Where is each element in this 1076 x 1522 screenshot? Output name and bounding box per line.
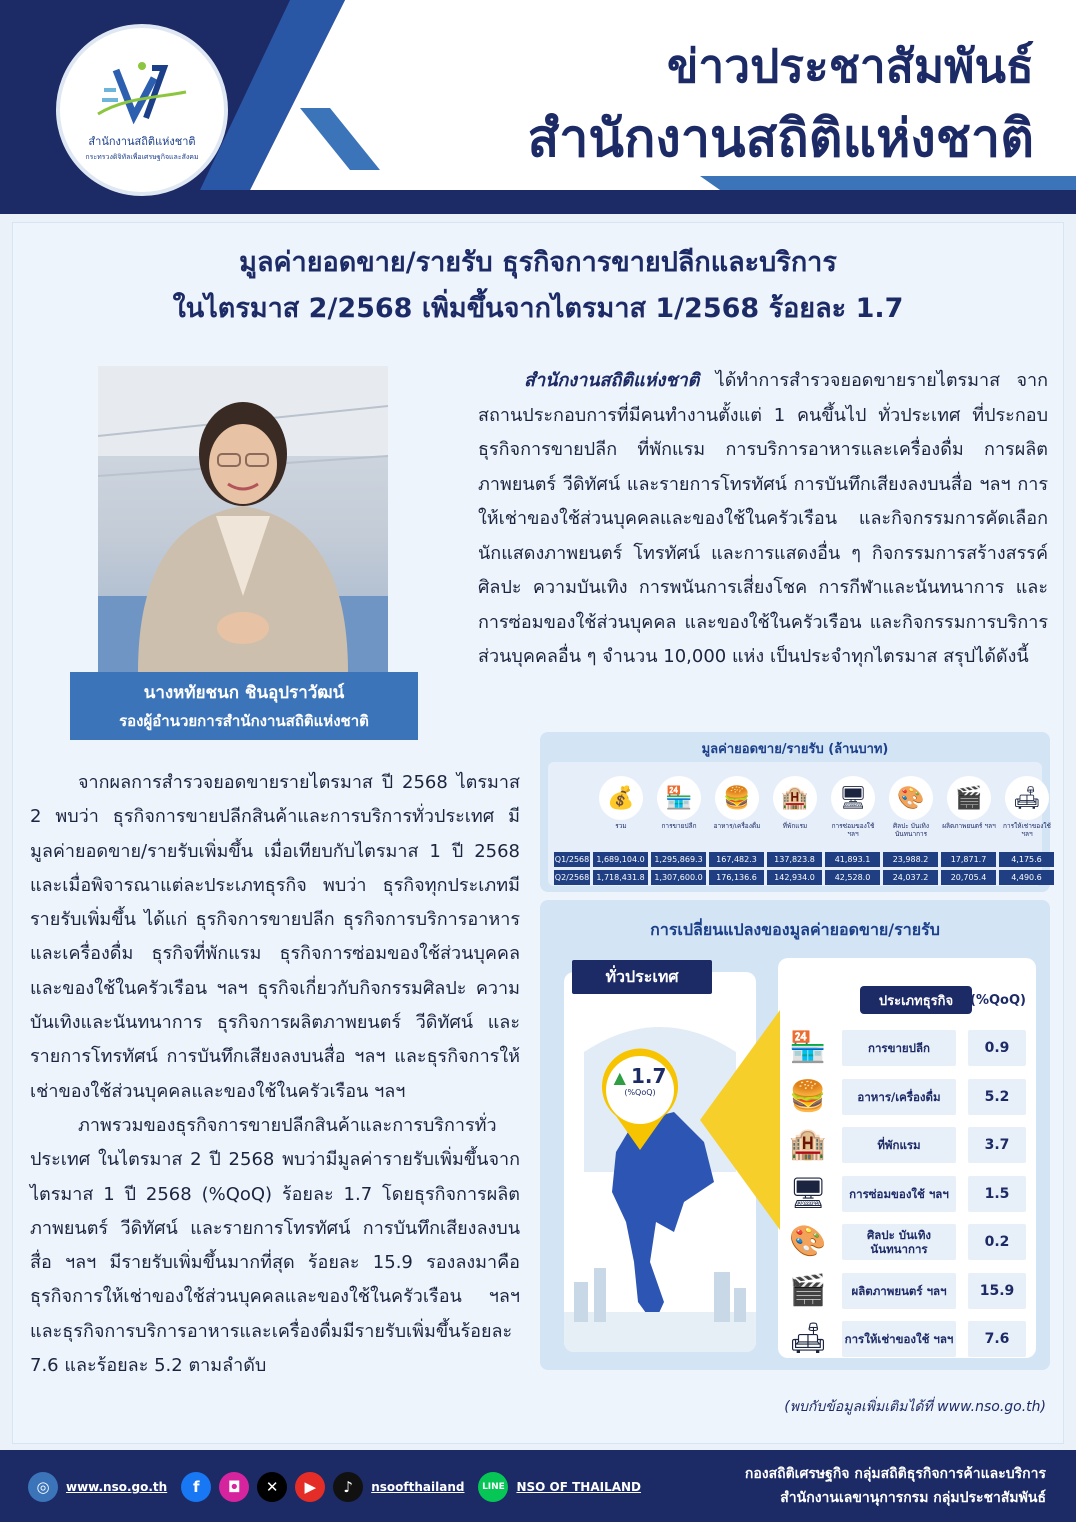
national-pin <box>594 1046 686 1138</box>
person-illustration <box>98 366 388 672</box>
intro-body: ได้ทำการสำรวจยอดขายรายไตรมาส จากสถานประกอบการที่มีคนทำงานตั้งแต่ 1 คนขึ้นไป ทั่วประเทศ ที่ประกอบธุรกิจการขายปลีก ที่พักแรม การบริการอาหารและเครื่องดื่ม การผลิตภาพยนตร์ วีดิทัศน์ และรายการโทรทัศน์ การบันทึกเสียงลงบนสื่อ ฯลฯ การให้เช่าของใช้ส่วนบุคคลและของใช้ในครัวเรือน และกิจกรรมการคัดเลือกนักแสดงภาพยนตร์ โทรทัศน์ และการแสดงอื่น ๆ กิจกรรมการสร้างสรรค์ศิลปะ ความบันเทิง การพนันการเสี่ยงโชค การกีฬาและนันทนาการ และการซ่อมของใช้ส่วนบุคคล และของใช้ในครัวเรือน และกิจกรรมการบริการส่วนบุคคลอื่น ๆ จำนวน 10,000 แห่ง เป็นประจำทุกไตรมาส สรุปได้ดังนี้ <box>478 370 1048 667</box>
qoq-header-type: ประเภทธุรกิจ <box>860 986 972 1014</box>
nso-logo <box>56 24 228 196</box>
line-icon[interactable]: LINE <box>478 1472 508 1502</box>
table-row-q2 <box>554 870 1054 885</box>
person-position: รองผู้อำนวยการสำนักงานสถิติแห่งชาติ <box>119 712 369 730</box>
sales-category-icons <box>596 776 1052 838</box>
qoq-value: 0.9 <box>968 1030 1026 1066</box>
food-icon: 🍔 <box>789 1078 827 1114</box>
sales-column-label: ผลิตภาพยนตร์ ฯลฯ <box>942 822 996 830</box>
clapperboard-icon: 🎬 <box>789 1272 827 1308</box>
hotel-icon: 🏨 <box>773 776 817 820</box>
qoq-value: 0.2 <box>968 1224 1026 1260</box>
sales-column-label: การขายปลีก <box>661 822 697 830</box>
social-handle-link[interactable]: nsoofthailand <box>371 1480 465 1494</box>
table-cell: 23,988.2 <box>883 852 938 867</box>
body-paragraph-1: จากผลการสำรวจยอดขายรายไตรมาส ปี 2568 ไตรมาส 2 พบว่า ธุรกิจการขายปลีกสินค้าและการบริการทั่วประเทศ มีมูลค่ายอดขาย/รายรับเพิ่มขึ้น เมื่อเทียบกับไตรมาส 1 ปี 2568 และเมื่อพิจารณาแต่ละประเภทธุรกิจ พบว่า ธุรกิจทุกประเภทมีรายรับเพิ่มขึ้น ได้แก่ ธุรกิจการขายปลีก ธุรกิจการบริการอาหารและเครื่องดื่ม ธุรกิจที่พักแรม ธุรกิจการซ่อมของใช้ส่วนบุคคลและของใช้ในครัวเรือน ฯลฯ ธุรกิจเกี่ยวกับกิจกรรมศิลปะ ความบันเทิงและนันทนาการ ธุรกิจการผลิตภาพยนตร์ วีดิทัศน์ และรายการโทรทัศน์ การบันทึกเสียงลงบนสื่อ ฯลฯ และธุรกิจการให้เช่าของใช้ส่วนบุคคลและของใช้ในครัวเรือน ฯลฯ <box>30 772 520 1102</box>
qoq-table-panel <box>778 958 1036 1358</box>
qoq-value: 1.5 <box>968 1176 1026 1212</box>
globe-icon[interactable]: ◎ <box>28 1472 58 1502</box>
nso-logo-mark <box>94 58 190 128</box>
header-title-line2: สำนักงานสถิติแห่งชาติ <box>527 109 1034 169</box>
qoq-value: 5.2 <box>968 1079 1026 1115</box>
sales-column-header <box>596 776 646 838</box>
logo-text: สำนักงานสถิติแห่งชาติ <box>88 134 196 148</box>
header-title-line1: ข่าวประชาสัมพันธ์ <box>666 39 1034 93</box>
qoq-header-pct: (%QoQ) <box>970 992 1026 1008</box>
body-text <box>30 766 520 1383</box>
sales-column-label: ศิลปะ บันเทิง นันทนาการ <box>892 822 930 838</box>
hotel-icon: 🏨 <box>789 1127 827 1162</box>
art-icon: 🎨 <box>889 776 933 820</box>
logo-subtext: กระทรวงดิจิทัลเพื่อเศรษฐกิจและสังคม <box>85 152 199 161</box>
qoq-business-type: การขายปลีก <box>842 1030 956 1066</box>
sales-column-header <box>770 776 820 838</box>
table-cell: 1,307,600.0 <box>651 870 706 885</box>
sales-column-header <box>886 776 936 838</box>
qoq-value: 3.7 <box>968 1127 1026 1163</box>
sales-column-header <box>828 776 878 838</box>
sales-table <box>548 762 1051 886</box>
sales-column-header <box>654 776 704 838</box>
person-name: นางหทัยชนก ชินอุปราวัฒน์ <box>143 683 345 703</box>
intro-paragraph <box>478 364 1048 675</box>
furniture-icon: 🛋 <box>1005 776 1049 820</box>
sales-column-header <box>712 776 762 838</box>
qoq-title: การเปลี่ยนแปลงของมูลค่ายอดขาย/รายรับ <box>650 920 940 939</box>
page-header <box>0 0 1076 214</box>
table-cell: 176,136.6 <box>709 870 764 885</box>
table-cell: 1,295,869.3 <box>651 852 706 867</box>
footer-credit-line2: สำนักงานเลขานุการกรม กลุ่มประชาสัมพันธ์ <box>780 1490 1046 1506</box>
sales-column-label: รวม <box>615 822 627 830</box>
instagram-icon[interactable]: ◘ <box>219 1472 249 1502</box>
table-row-label: Q1/2568 <box>554 852 590 867</box>
sales-column-label: การซ่อมของใช้ ฯลฯ <box>831 822 875 838</box>
qoq-row <box>786 1220 1030 1264</box>
tiktok-icon[interactable]: ♪ <box>333 1472 363 1502</box>
table-row-label: Q2/2568 <box>554 870 590 885</box>
sales-table-title: มูลค่ายอดขาย/รายรับ (ล้านบาท) <box>701 742 889 757</box>
clapperboard-icon: 🎬 <box>947 776 991 820</box>
repair-icon: 🖥 <box>831 776 875 820</box>
sales-column-label: การให้เช่าของใช้ ฯลฯ <box>1003 822 1051 838</box>
body-paragraph-2: ภาพรวมของธุรกิจการขายปลีกสินค้าและการบริการทั่วประเทศ ในไตรมาส 2 ปี 2568 พบว่ามีมูลค่ารายรับเพิ่มขึ้นจากไตรมาส 1 ปี 2568 (%QoQ) ร้อยละ 1.7 โดยธุรกิจการผลิตภาพยนตร์ วีดิทัศน์ และรายการโทรทัศน์ การบันทึกเสียงลงบนสื่อ ฯลฯ มีรายรับเพิ่มขึ้นมากที่สุด ร้อยละ 15.9 รองลงมาคือ ธุรกิจการให้เช่าของใช้ส่วนบุคคลและของใช้ในครัวเรือน ฯลฯ และธุรกิจการบริการอาหารและเครื่องดื่มมีรายรับเพิ่มขึ้นร้อยละ 7.6 และร้อยละ 5.2 ตามลำดับ <box>30 1114 520 1377</box>
qoq-row <box>786 1269 1030 1313</box>
table-cell: 42,528.0 <box>825 870 880 885</box>
qoq-business-type: ผลิตภาพยนตร์ ฯลฯ <box>842 1273 956 1309</box>
table-cell: 4,490.6 <box>999 870 1054 885</box>
facebook-icon[interactable]: f <box>181 1472 211 1502</box>
table-cell: 24,037.2 <box>883 870 938 885</box>
up-arrow-icon: ▲ <box>613 1068 626 1087</box>
table-cell: 41,893.1 <box>825 852 880 867</box>
qoq-business-type: อาหาร/เครื่องดื่ม <box>842 1079 956 1115</box>
headline <box>0 240 1076 332</box>
qoq-row <box>786 1026 1030 1070</box>
website-link[interactable]: www.nso.go.th <box>66 1480 168 1494</box>
qoq-business-type: การให้เช่าของใช้ ฯลฯ <box>842 1321 956 1357</box>
national-tab: ทั่วประเทศ <box>572 960 712 994</box>
qoq-business-type: ศิลปะ บันเทิง นันทนาการ <box>842 1224 956 1260</box>
qoq-value: 7.6 <box>968 1321 1026 1357</box>
footer-credits <box>745 1462 1046 1510</box>
table-cell: 4,175.6 <box>999 852 1054 867</box>
sales-column-label: ที่พักแรม <box>782 822 808 830</box>
art-icon: 🎨 <box>789 1224 827 1259</box>
x-icon[interactable]: ✕ <box>257 1472 287 1502</box>
qoq-value: 15.9 <box>968 1273 1026 1309</box>
table-cell: 20,705.4 <box>941 870 996 885</box>
national-qoq-unit: (%QoQ) <box>624 1088 656 1097</box>
sales-column-header <box>944 776 994 838</box>
store-icon: 🏪 <box>657 776 701 820</box>
table-cell: 1,689,104.0 <box>593 852 648 867</box>
line-link[interactable]: NSO OF THAILAND <box>516 1480 642 1494</box>
qoq-business-type: ที่พักแรม <box>842 1127 956 1163</box>
money-bag-icon: 💰 <box>599 776 643 820</box>
map-pin-icon <box>594 1046 686 1156</box>
table-cell: 167,482.3 <box>709 852 764 867</box>
qoq-row <box>786 1172 1030 1216</box>
photo-caption <box>70 672 418 740</box>
social-links <box>28 1472 647 1502</box>
headline-line1: มูลค่ายอดขาย/รายรับ ธุรกิจการขายปลีกและบริการ <box>239 247 837 278</box>
sales-table-card <box>540 732 1050 892</box>
youtube-icon[interactable]: ▶ <box>295 1472 325 1502</box>
table-cell: 137,823.8 <box>767 852 822 867</box>
table-cell: 1,718,431.8 <box>593 870 648 885</box>
headline-line2: ในไตรมาส 2/2568 เพิ่มขึ้นจากไตรมาส 1/2568 ร้อยละ 1.7 <box>172 293 904 324</box>
repair-icon: 🖥 <box>788 1175 828 1211</box>
table-cell: 142,934.0 <box>767 870 822 885</box>
qoq-business-type: การซ่อมของใช้ ฯลฯ <box>842 1176 956 1212</box>
footer-credit-line1: กองสถิติเศรษฐกิจ กลุ่มสถิติธุรกิจการค้าและบริการ <box>744 1466 1046 1482</box>
qoq-row <box>786 1075 1030 1119</box>
more-info-note: (พบกับข้อมูลเพิ่มเติมได้ที่ www.nso.go.th) <box>784 1399 1046 1415</box>
sales-column-label: อาหาร/เครื่องดื่ม <box>713 822 761 830</box>
national-qoq-value: 1.7 <box>630 1064 667 1088</box>
highlight-connector <box>700 1000 790 1240</box>
sales-column-header <box>1002 776 1052 838</box>
table-cell: 17,871.7 <box>941 852 996 867</box>
lamp-icon: 🛋 <box>788 1321 828 1356</box>
intro-lead: สำนักงานสถิติแห่งชาติ <box>524 370 700 391</box>
spokesperson-photo <box>98 366 388 672</box>
qoq-row <box>786 1317 1030 1361</box>
page-footer <box>0 1450 1076 1522</box>
table-row-q1 <box>554 852 1054 867</box>
qoq-row <box>786 1123 1030 1167</box>
food-icon: 🍔 <box>715 776 759 820</box>
store-icon: 🏪 <box>789 1030 827 1065</box>
